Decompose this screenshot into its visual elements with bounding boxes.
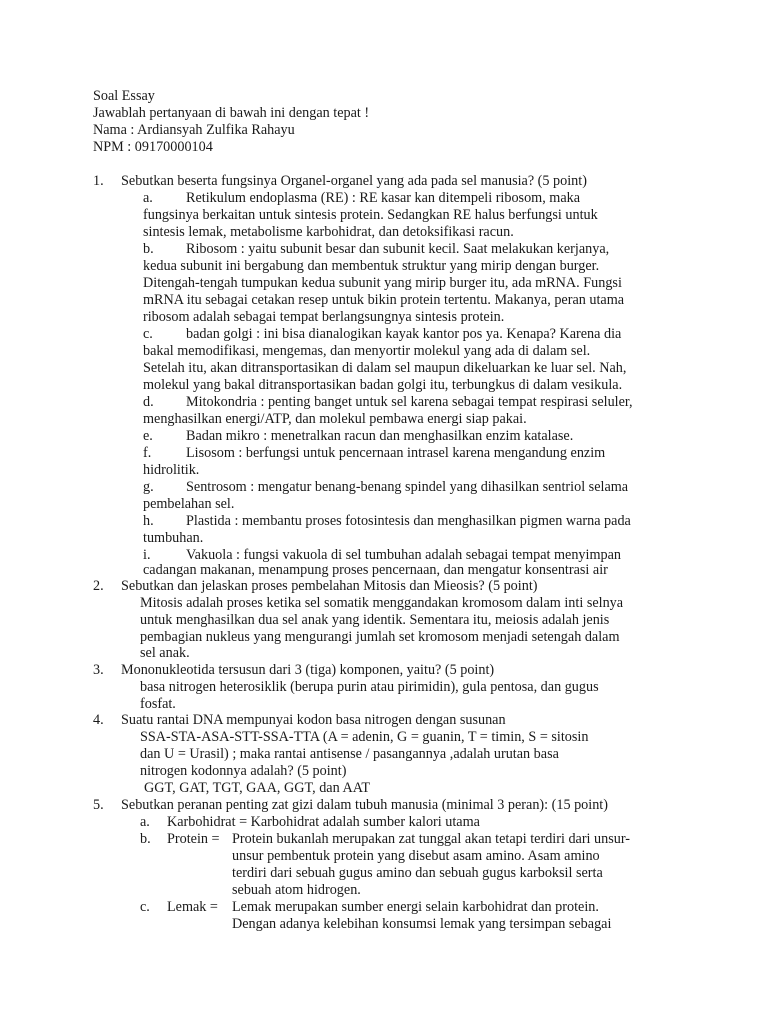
answer-letter: c. [140, 899, 150, 915]
answer-line: sel anak. [140, 645, 190, 661]
answer-letter: h. [143, 513, 154, 529]
question-text: dan U = Urasil) ; maka rantai antisense / pasangannya ,adalah urutan basa [140, 746, 559, 762]
question-text: Sebutkan beserta fungsinya Organel-organel yang ada pada sel manusia? (5 point) [121, 173, 587, 189]
answer-line: badan golgi : ini bisa dianalogikan kayak kantor pos ya. Kenapa? Karena dia [186, 326, 622, 342]
answer-letter: e. [143, 428, 153, 444]
question-number: 1. [93, 173, 104, 189]
question-text: Mononukleotida tersusun dari 3 (tiga) komponen, yaitu? (5 point) [121, 662, 495, 678]
answer-line: Lemak merupakan sumber energi selain karbohidrat dan protein. [232, 899, 599, 915]
answer-line: mRNA itu sebagai cetakan resep untuk bikin protein tertentu. Makanya, peran utama [143, 292, 625, 308]
student-npm: NPM : 09170000104 [93, 139, 213, 155]
answer-line: bakal memodifikasi, mengemas, dan menyortir molekul yang ada di dalam sel. [143, 343, 591, 359]
answer-line: unsur pembentuk protein yang disebut asam amino. Asam amino [232, 848, 600, 864]
answer-line: Ditengah-tengah tumpukan kedua subunit yang mirip burger itu, ada mRNA. Fungsi [143, 275, 622, 291]
answer-letter: g. [143, 479, 154, 495]
question-number: 5. [93, 797, 104, 813]
answer-letter: a. [140, 814, 150, 830]
answer-line: GGT, GAT, TGT, GAA, GGT, dan AAT [144, 780, 371, 796]
answer-line: fungsinya berkaitan untuk sintesis protein. Sedangkan RE halus berfungsi untuk [143, 207, 598, 223]
answer-line: sintesis lemak, metabolisme karbohidrat, dan detoksifikasi racun. [143, 224, 514, 240]
answer-line: kedua subunit ini bergabung dan membentuk struktur yang mirip dengan burger. [143, 258, 600, 274]
answer-line: basa nitrogen heterosiklik (berupa purin atau pirimidin), gula pentosa, dan gugus [140, 679, 599, 695]
answer-term: Lemak = [167, 899, 218, 915]
answer-line: Mitokondria : penting banget untuk sel karena sebagai tempat respirasi seluler, [186, 394, 633, 410]
question-number: 4. [93, 712, 104, 728]
question-text: Sebutkan peranan penting zat gizi dalam tubuh manusia (minimal 3 peran): (15 point) [121, 797, 608, 813]
answer-line: hidrolitik. [143, 462, 200, 478]
instruction-text: Jawablah pertanyaan di bawah ini dengan tepat ! [93, 105, 370, 121]
question-number: 2. [93, 578, 104, 594]
answer-line: Sentrosom : mengatur benang-benang spindel yang dihasilkan sentriol selama [186, 479, 629, 495]
answer-letter: b. [143, 241, 154, 257]
answer-line: pembelahan sel. [143, 496, 235, 512]
answer-line: terdiri dari sebuah gugus amino dan sebuah gugus karboksil serta [232, 865, 603, 881]
answer-line: Retikulum endoplasma (RE) : RE kasar kan ditempeli ribosom, maka [186, 190, 581, 206]
answer-line: ribosom adalah sebagai tempat berlangsungnya sintesis protein. [143, 309, 505, 325]
answer-letter: b. [140, 831, 151, 847]
answer-line: fosfat. [140, 696, 176, 712]
answer-line: Lisosom : berfungsi untuk pencernaan intrasel karena mengandung enzim [186, 445, 606, 461]
answer-line: molekul yang bakal ditransportasikan badan golgi itu, terbungkus di dalam vesikula. [143, 377, 623, 393]
answer-line: Mitosis adalah proses ketika sel somatik menggandakan kromosom dalam inti selnya [140, 595, 624, 611]
answer-term: Protein = [167, 831, 220, 847]
answer-line: menghasilkan energi/ATP, dan molekul pembawa energi siap pakai. [143, 411, 527, 427]
answer-line: Protein bukanlah merupakan zat tunggal akan tetapi terdiri dari unsur- [232, 831, 631, 847]
question-text: Suatu rantai DNA mempunyai kodon basa nitrogen dengan susunan [121, 712, 506, 728]
answer-line: tumbuhan. [143, 530, 204, 546]
question-text: SSA-STA-ASA-STT-SSA-TTA (A = adenin, G = guanin, T = timin, S = sitosin [140, 729, 589, 745]
question-text: nitrogen kodonnya adalah? (5 point) [140, 763, 347, 779]
answer-line: Badan mikro : menetralkan racun dan menghasilkan enzim katalase. [186, 428, 574, 444]
question-number: 3. [93, 662, 104, 678]
answer-line: Ribosom : yaitu subunit besar dan subunit kecil. Saat melakukan kerjanya, [186, 241, 610, 257]
question-text: Sebutkan dan jelaskan proses pembelahan Mitosis dan Mieosis? (5 point) [121, 578, 538, 594]
student-name: Nama : Ardiansyah Zulfika Rahayu [93, 122, 295, 138]
answer-letter: f. [143, 445, 152, 461]
answer-line: Setelah itu, akan ditransportasikan di dalam sel maupun dikeluarkan ke luar sel. Nah, [143, 360, 627, 376]
answer-line: sebuah atom hidrogen. [232, 882, 361, 898]
document-title: Soal Essay [93, 88, 155, 104]
answer-letter: i. [143, 547, 151, 563]
answer-line: Plastida : membantu proses fotosintesis dan menghasilkan pigmen warna pada [186, 513, 631, 529]
answer-line: untuk menghasilkan dua sel anak yang identik. Sementara itu, meiosis adalah jenis [140, 612, 610, 628]
answer-line: cadangan makanan, menampung proses pencernaan, dan mengatur konsentrasi air [143, 562, 608, 578]
answer-letter: a. [143, 190, 153, 206]
answer-line: pembagian nukleus yang mengurangi jumlah set kromosom menjadi setengah dalam [140, 629, 620, 645]
answer-letter: d. [143, 394, 154, 410]
answer-line: Karbohidrat = Karbohidrat adalah sumber kalori utama [167, 814, 480, 830]
answer-line: Dengan adanya kelebihan konsumsi lemak yang tersimpan sebagai [232, 916, 612, 932]
answer-letter: c. [143, 326, 153, 342]
answer-line: Vakuola : fungsi vakuola di sel tumbuhan adalah sebagai tempat menyimpan [186, 547, 621, 563]
